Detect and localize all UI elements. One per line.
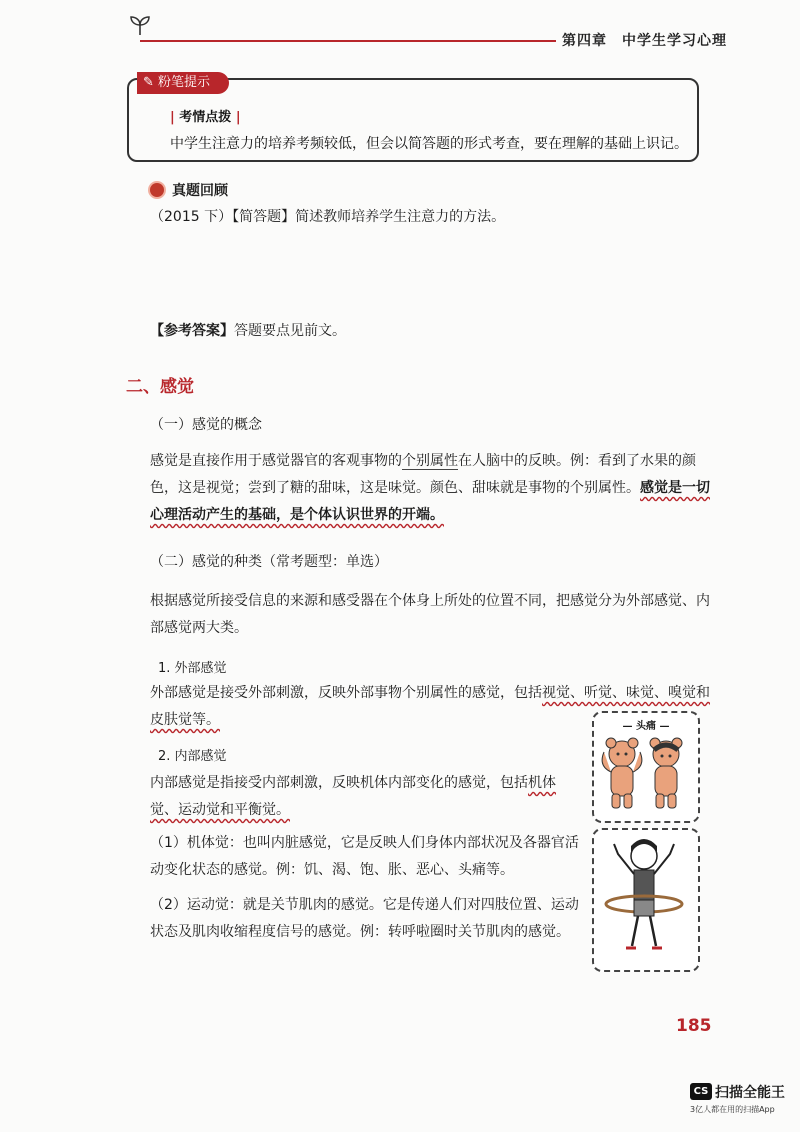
external-text: 外部感觉是接受外部刺激，反映外部事物个别属性的感觉，包括 [150,685,542,701]
header-rule [140,40,550,42]
internal-text: 内部感觉是指接受内部刺激，反映机体内部变化的感觉，包括 [150,775,528,791]
concept-paragraph [150,448,710,529]
chapter-title: 第四章 中学生学习心理 [556,30,733,50]
scanner-watermark [690,1081,785,1102]
subsection-types: （二）感觉的种类（常考题型：单选） [150,554,388,570]
hula-hoop-drawing [594,830,694,966]
scanner-name: 扫描全能王 [715,1084,785,1101]
hula-hoop-illustration [592,828,700,972]
concept-text-2: 在人脑中的反映。例：看到了水果的颜色，这是视觉；尝到了糖的甜味，这是味觉。颜色、甜味就是事物的个别属性。 [150,453,696,496]
bears-drawing [594,732,694,816]
review-title: 真题回顾 [172,183,228,199]
tip-tag [137,72,229,94]
subsection-concept: （一）感觉的概念 [150,417,262,433]
scanner-logo: CS [690,1083,712,1100]
tip-subtitle-label: 考情点拨 [179,110,232,125]
review-heading [150,180,228,200]
pencil-icon: ✎ [143,75,159,90]
answer-label: 【参考答案】 [150,323,234,339]
concept-emphasis: 感觉是一切心理活动产生的基础，是个体认识世界的开端。 [150,480,710,523]
motion-sense-paragraph: （2）运动觉：就是关节肌肉的感觉。它是传递人们对四肢位置、运动状态及肌肉收缩程度信号的感觉。例：转呼啦圈时关节肌肉的感觉。 [150,897,579,940]
tip-tag-label: 粉笔提示 [158,75,211,90]
concept-text: 感觉是直接作用于感觉器官的客观事物的 [150,453,402,469]
internal-paragraph [150,770,580,824]
answer-text: 答题要点见前文。 [234,323,346,339]
review-question: （2015 下）【简答题】简述教师培养学生注意力的方法。 [150,209,506,225]
headache-caption: — 头痛 — [622,721,670,732]
page-number: 185 [676,1016,712,1036]
review-answer [150,320,346,340]
review-icon [150,183,164,197]
tip-text: 中学生注意力的培养考频较低，但会以简答题的形式考查，要在理解的基础上识记。 [170,136,688,152]
headache-illustration [592,711,700,823]
external-heading: 1. 外部感觉 [158,661,227,676]
sprout-icon [128,14,152,36]
tip-subtitle: | 考情点拨 | [170,110,241,125]
concept-keyword: 个别属性 [402,453,458,469]
scanner-slogan: 3亿人都在用的扫描App [690,1105,775,1114]
internal-list: 机体觉、运动觉和平衡觉。 [150,775,556,818]
internal-heading: 2. 内部感觉 [158,749,227,764]
section-title: 二、感觉 [126,377,194,397]
organic-sense-paragraph: （1）机体觉：也叫内脏感觉，它是反映人们身体内部状况及各器官活动变化状态的感觉。例：饥、渴、饱、胀、恶心、头痛等。 [150,835,579,878]
types-paragraph: 根据感觉所接受信息的来源和感受器在个体身上所处的位置不同，把感觉分为外部感觉、内部感觉两大类。 [150,593,710,636]
external-list: 视觉、听觉、味觉、嗅觉和皮肤觉等。 [150,685,710,728]
